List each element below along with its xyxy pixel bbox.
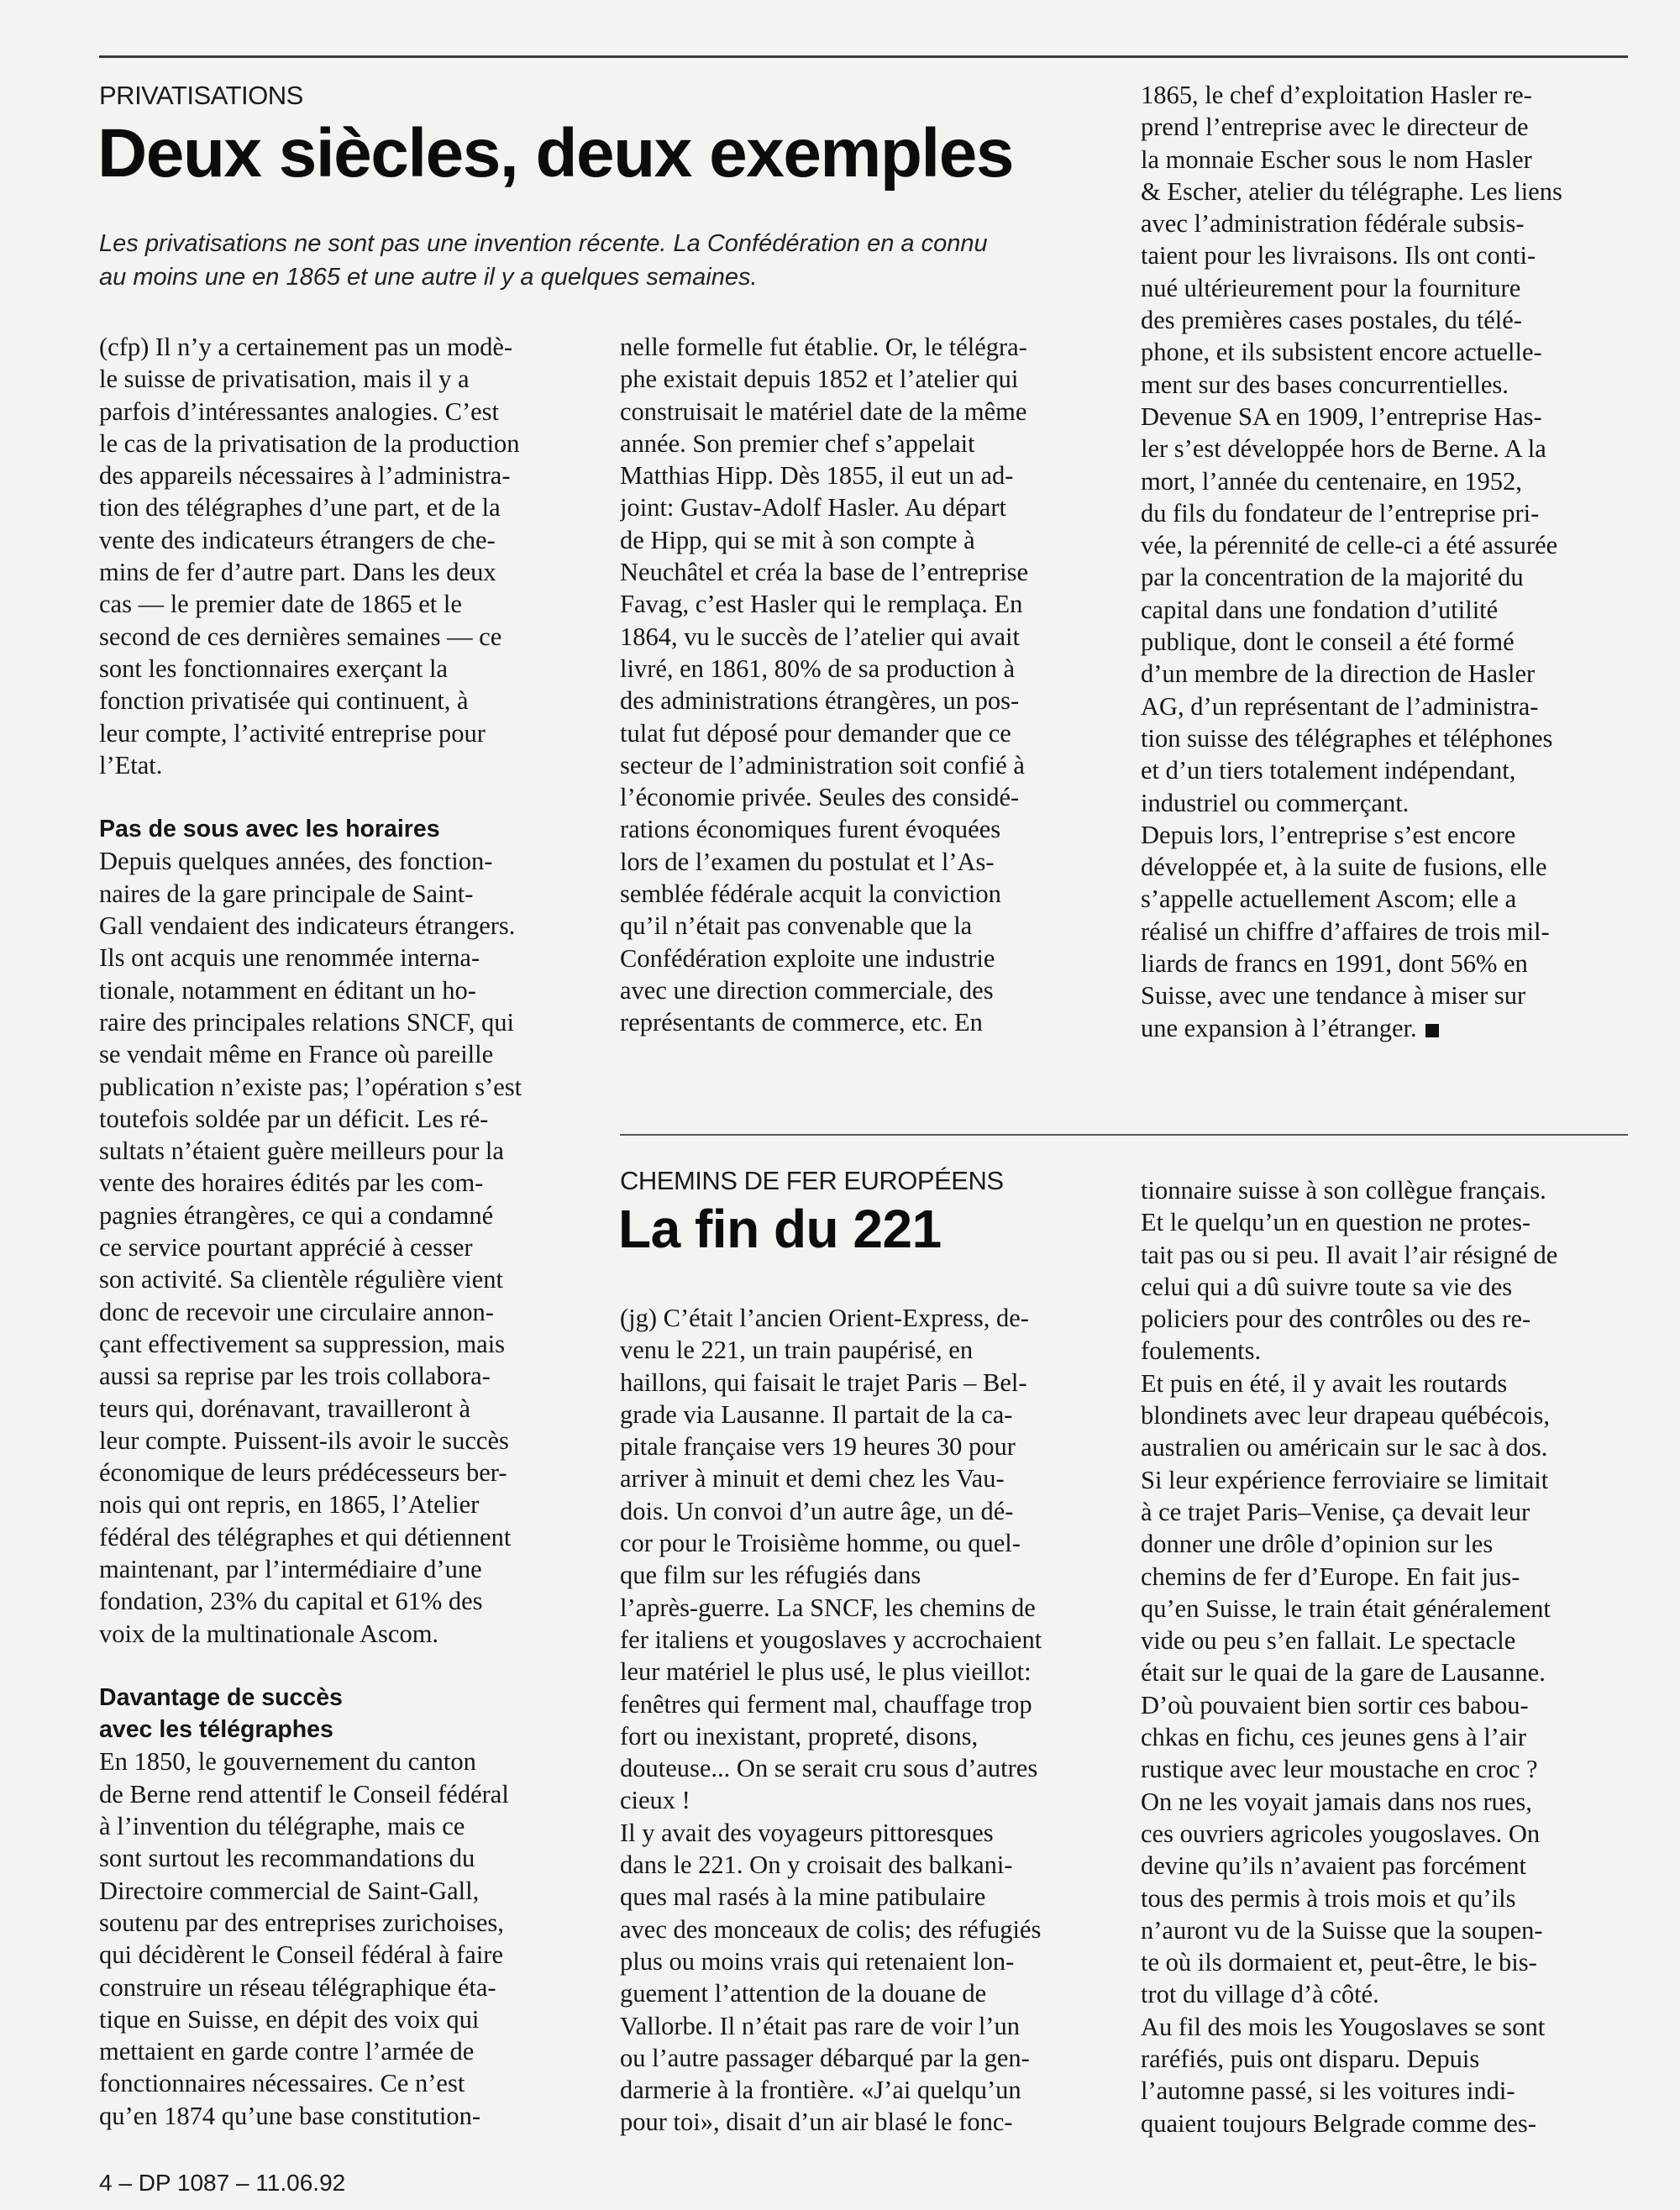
paragraph-gap bbox=[99, 1650, 586, 1682]
text-line: secteur de l’administration soit confié à bbox=[620, 750, 1025, 780]
text-line: par la concentration de la majorité du bbox=[1141, 563, 1524, 592]
text-line: nelle formelle fut établie. Or, le télégra- bbox=[620, 333, 1027, 361]
text-line: capital dans une fondation d’utilité bbox=[1141, 595, 1499, 624]
text-line: vée, la pérennité de celle-ci a été assurée bbox=[1141, 531, 1558, 560]
text-line: de Berne rend attentif le Conseil fédéral bbox=[99, 1779, 509, 1808]
text-line: développée et, à la suite de fusions, elle bbox=[1141, 853, 1547, 882]
text-line: que film sur les réfugiés dans bbox=[620, 1561, 921, 1590]
text-line: nois qui ont repris, en 1865, l’Atelier bbox=[99, 1490, 480, 1520]
article1-column-2 bbox=[620, 331, 1107, 1039]
text-line: ce service pourtant apprécié à cesser bbox=[99, 1233, 473, 1262]
text-line: l’après-guerre. La SNCF, les chemins de bbox=[620, 1593, 1036, 1622]
text-line: cas — le premier date de 1865 et le bbox=[99, 590, 462, 619]
text-line: ler s’est développée hors de Berne. A la bbox=[1141, 434, 1546, 464]
text-line: réalisé un chiffre d’affaires de trois mil- bbox=[1141, 916, 1550, 946]
text-line: phe existait depuis 1852 et l’atelier qui bbox=[620, 365, 1019, 394]
text-line: Gall vendaient des indicateurs étrangers. bbox=[99, 911, 516, 941]
text-line: blondinets avec leur drapeau québécois, bbox=[1141, 1401, 1550, 1430]
text-line: & Escher, atelier du télégraphe. Les liens bbox=[1141, 176, 1562, 206]
text-line: leur compte. Puissent-ils avoir le succès bbox=[99, 1425, 509, 1455]
text-line: la monnaie Escher sous le nom Hasler bbox=[1141, 144, 1532, 174]
text-line: maintenant, par l’intermédiaire d’une bbox=[99, 1554, 482, 1583]
end-mark-icon bbox=[1425, 1024, 1439, 1037]
text-line: grade via Lausanne. Il partait de la ca- bbox=[620, 1399, 1013, 1429]
text-line: des premières cases postales, du télé- bbox=[1141, 306, 1522, 335]
text-line: Neuchâtel et créa la base de l’entreprise bbox=[620, 558, 1029, 587]
text-line: à ce trajet Paris–Venise, ça devait leur bbox=[1141, 1497, 1530, 1526]
text-line: qu’en 1874 qu’une base constitution- bbox=[99, 2101, 481, 2130]
text-line: publication n’existe pas; l’opération s’est bbox=[99, 1072, 522, 1101]
article1-kicker: PRIVATISATIONS bbox=[99, 81, 303, 110]
text-line: leur matériel le plus usé, le plus vieillot: bbox=[620, 1657, 1032, 1687]
text-line: tous des permis à trois mois et qu’ils bbox=[1141, 1883, 1516, 1913]
article1-lead-line: au moins une en 1865 et une autre il y a quelques semaines. bbox=[99, 264, 758, 291]
text-line: qu’il n’était pas convenable que la bbox=[620, 911, 973, 941]
text-line: des administrations étrangères, un pos- bbox=[620, 686, 1020, 716]
text-line: avec des monceaux de colis; des réfugiés bbox=[620, 1914, 1042, 1944]
text-line: qui décidèrent le Conseil fédéral à faire bbox=[99, 1940, 503, 1970]
text-line: fondation, 23% du capital et 61% des bbox=[99, 1587, 483, 1616]
text-line: et d’un tiers totalement indépendant, bbox=[1141, 756, 1516, 785]
text-line: AG, d’un représentant de l’administra- bbox=[1141, 691, 1539, 721]
subheading: Davantage de succès bbox=[99, 1683, 343, 1711]
text-line: son activité. Sa clientèle régulière vient bbox=[99, 1265, 504, 1294]
paragraph-gap bbox=[99, 781, 586, 813]
text-line: cor pour le Troisième homme, ou quel- bbox=[620, 1529, 1021, 1558]
text-line: fort ou inexistant, propreté, disons, bbox=[620, 1721, 979, 1751]
text-line: lors de l’examen du postulat et l’As- bbox=[620, 847, 995, 876]
text-line: le cas de la privatisation de la production bbox=[99, 428, 520, 458]
text-line: était sur le quai de la gare de Lausanne. bbox=[1141, 1658, 1546, 1688]
text-line: toutefois soldée par un déficit. Les ré- bbox=[99, 1104, 489, 1133]
text-line: des appareils nécessaires à l’administra- bbox=[99, 461, 511, 491]
text-line: mort, l’année du centenaire, en 1952, bbox=[1141, 466, 1522, 496]
text-line: Au fil des mois les Yougoslaves se sont bbox=[1141, 2012, 1546, 2041]
text-line: soutenu par des entreprises zurichoises, bbox=[99, 1908, 504, 1937]
text-line: policiers pour des contrôles ou des re- bbox=[1141, 1304, 1531, 1334]
subheading: avec les télégraphes bbox=[99, 1716, 333, 1744]
text-line: dans le 221. On y croisait des balkani- bbox=[620, 1850, 1013, 1880]
text-line: industriel ou commerçant. bbox=[1141, 788, 1410, 817]
text-line: liards de francs en 1991, dont 56% en bbox=[1141, 949, 1528, 979]
text-line: publique, dont le conseil a été formé bbox=[1141, 627, 1515, 657]
text-line: foulements. bbox=[1141, 1336, 1262, 1366]
text-line: arriver à minuit et demi chez les Vau- bbox=[620, 1464, 1005, 1493]
text-line: En 1850, le gouvernement du canton bbox=[99, 1747, 476, 1777]
text-line: guement l’attention de la douane de bbox=[620, 1979, 987, 2008]
text-line: rustique avec leur moustache en croc ? bbox=[1141, 1755, 1538, 1784]
text-line: Devenue SA en 1909, l’entreprise Has- bbox=[1141, 402, 1542, 431]
text-line: darmerie à la frontière. «J’ai quelqu’un bbox=[620, 2076, 1021, 2105]
article1-column-1 bbox=[99, 331, 586, 2132]
text-line: tion suisse des télégraphes et téléphones bbox=[1141, 723, 1553, 753]
article1-column-3 bbox=[1141, 79, 1628, 1044]
text-line: qu’en Suisse, le train était généralement bbox=[1141, 1593, 1551, 1623]
subheading: Pas de sous avec les horaires bbox=[99, 816, 440, 843]
text-line: Depuis quelques années, des fonction- bbox=[99, 847, 493, 876]
text-line: parfois d’intéressantes analogies. C’est bbox=[99, 396, 499, 426]
text-line: avec l’administration fédérale subsis- bbox=[1141, 209, 1525, 239]
text-line: trot du village d’à côté. bbox=[1141, 1980, 1379, 2009]
text-line: pagnies étrangères, ce qui a condamné bbox=[99, 1200, 494, 1230]
text-line: tique en Suisse, en dépit des voix qui bbox=[99, 2004, 480, 2034]
text-line: joint: Gustav-Adolf Hasler. Au départ bbox=[620, 493, 1006, 522]
text-line: Matthias Hipp. Dès 1855, il eut un ad- bbox=[620, 461, 1014, 491]
text-line: fer italiens et yougoslaves y accrochaient bbox=[620, 1625, 1042, 1654]
text-line: Vallorbe. Il n’était pas rare de voir l’un bbox=[620, 2011, 1020, 2040]
text-line: tionale, notamment en éditant un ho- bbox=[99, 975, 476, 1005]
text-line: donc de recevoir une circulaire annon- bbox=[99, 1297, 494, 1326]
text-line: tionnaire suisse à son collègue français. bbox=[1141, 1176, 1546, 1205]
text-line: Depuis lors, l’entreprise s’est encore bbox=[1141, 820, 1516, 849]
text-line: fédéral des télégraphes et qui détiennent bbox=[99, 1522, 512, 1551]
text-line: çant effectivement sa suppression, mais bbox=[99, 1329, 506, 1358]
text-line: construisait le matériel date de la même bbox=[620, 396, 1027, 426]
text-line: avec une direction commerciale, des bbox=[620, 975, 994, 1005]
top-rule bbox=[99, 55, 1628, 58]
text-line: naires de la gare principale de Saint- bbox=[99, 879, 474, 908]
article1-title: Deux siècles, deux exemples bbox=[97, 115, 1013, 192]
text-line: pour toi», disait d’un air blasé le fonc- bbox=[620, 2108, 1013, 2137]
text-line: australien ou américain sur le sac à dos. bbox=[1141, 1433, 1548, 1462]
text-line: vide ou peu s’en fallait. Le spectacle bbox=[1141, 1626, 1516, 1656]
text-line: Et le quelqu’un en question ne protes- bbox=[1141, 1208, 1531, 1237]
text-line: taient pour les livraisons. Ils ont conti- bbox=[1141, 241, 1536, 270]
text-line: semblée fédérale acquit la conviction bbox=[620, 879, 1001, 909]
text-line: une expansion à l’étranger. bbox=[1141, 1012, 1628, 1044]
text-line: plus ou moins vrais qui retenaient lon- bbox=[620, 1946, 1015, 1976]
text-line: Et puis en été, il y avait les routards bbox=[1141, 1368, 1508, 1398]
text-line: teurs qui, dorénavant, travailleront à bbox=[99, 1394, 471, 1423]
text-line: dois. Un convoi d’un autre âge, un dé- bbox=[620, 1496, 1014, 1525]
text-line: cieux ! bbox=[620, 1786, 690, 1815]
text-line: venu le 221, un train paupérisé, en bbox=[620, 1336, 974, 1365]
text-line: Ils ont acquis une renommée interna- bbox=[99, 943, 480, 973]
text-line: s’appelle actuellement Ascom; elle a bbox=[1141, 885, 1517, 914]
text-line: raire des principales relations SNCF, qui bbox=[99, 1007, 514, 1037]
text-line: Si leur expérience ferroviaire se limitait bbox=[1141, 1465, 1549, 1494]
text-line: ou l’autre passager débarqué par la gen- bbox=[620, 2043, 1030, 2072]
text-line: devine qu’ils n’avaient pas forcément bbox=[1141, 1851, 1527, 1881]
article1-lead-line: Les privatisations ne sont pas une invention récente. La Confédération en a connu bbox=[99, 230, 988, 257]
text-line: douteuse... On se serait cru sous d’autres bbox=[620, 1754, 1038, 1783]
text-line: l’Etat. bbox=[99, 750, 163, 780]
text-line: Favag, c’est Hasler qui le remplaça. En bbox=[620, 590, 1023, 619]
text-line: donner une drôle d’opinion sur les bbox=[1141, 1530, 1494, 1559]
text-line: Suisse, avec une tendance à miser sur bbox=[1141, 981, 1526, 1011]
text-line: chemins de fer d’Europe. En fait jus- bbox=[1141, 1562, 1520, 1591]
text-line: nué ultérieurement pour la fourniture bbox=[1141, 273, 1521, 302]
text-line: aussi sa reprise par les trois collabora- bbox=[99, 1362, 491, 1391]
text-line: mettaient en garde contre l’armée de bbox=[99, 2037, 475, 2066]
text-line: sont surtout les recommandations du bbox=[99, 1844, 475, 1873]
text-line: l’économie privée. Seules des considé- bbox=[620, 783, 1020, 812]
text-line: quaient toujours Belgrade comme des- bbox=[1141, 2108, 1536, 2138]
text-line: du fils du fondateur de l’entreprise pri- bbox=[1141, 498, 1540, 528]
text-line: ment sur des bases concurrentielles. bbox=[1141, 370, 1509, 399]
text-line: tulat fut déposé pour demander que ce bbox=[620, 718, 1011, 748]
text-line: ques mal rasés à la mine patibulaire bbox=[620, 1882, 986, 1912]
text-line: Directoire commercial de Saint-Gall, bbox=[99, 1876, 480, 1905]
text-line: se vendait même en France où pareille bbox=[99, 1040, 494, 1069]
text-line: sultats n’étaient guère meilleurs pour la bbox=[99, 1136, 504, 1166]
text-line: économique de leurs prédécesseurs ber- bbox=[99, 1458, 507, 1488]
text-line: vente des horaires édités par les com- bbox=[99, 1168, 484, 1198]
text-line: rations économiques furent évoquées bbox=[620, 815, 1001, 844]
text-line: Il y avait des voyageurs pittoresques bbox=[620, 1818, 994, 1847]
text-line: année. Son premier chef s’appelait bbox=[620, 428, 975, 458]
text-line: second de ces dernières semaines — ce bbox=[99, 622, 502, 651]
text-line: Confédération exploite une industrie bbox=[620, 943, 995, 973]
text-line: représentants de commerce, etc. En bbox=[620, 1008, 983, 1037]
text-line: fonction privatisée qui continuent, à bbox=[99, 686, 469, 716]
text-line: (cfp) Il n’y a certainement pas un modè- bbox=[99, 333, 513, 361]
text-line: vente des indicateurs étrangers de che- bbox=[99, 525, 496, 554]
text-line: l’automne passé, si les voitures indi- bbox=[1141, 2076, 1515, 2106]
text-line: livré, en 1861, 80% de sa production à bbox=[620, 654, 1016, 683]
text-line: le suisse de privatisation, mais il y a bbox=[99, 365, 470, 394]
text-line: (jg) C’était l’ancien Orient-Express, de- bbox=[620, 1304, 1029, 1332]
text-line: fenêtres qui ferment mal, chauffage trop bbox=[620, 1689, 1032, 1719]
page-footer: 4 – DP 1087 – 11.06.92 bbox=[99, 2170, 346, 2196]
text-line: te où ils dormaient et, peut-être, le bis- bbox=[1141, 1948, 1537, 1977]
text-line: mins de fer d’autre part. Dans les deux bbox=[99, 558, 496, 587]
text-line: haillons, qui faisait le trajet Paris – Bel- bbox=[620, 1367, 1027, 1397]
text-line: pitale française vers 19 heures 30 pour bbox=[620, 1432, 1016, 1462]
text-line: tait pas ou si peu. Il avait l’air résigné de bbox=[1141, 1240, 1558, 1269]
text-line: d’un membre de la direction de Hasler bbox=[1141, 659, 1536, 689]
text-line: voix de la multinationale Ascom. bbox=[99, 1619, 439, 1648]
text-line: fonctionnaires nécessaires. Ce n’est bbox=[99, 2069, 465, 2098]
text-line: sont les fonctionnaires exerçant la bbox=[99, 654, 448, 683]
text-line: n’auront vu de la Suisse que la soupen- bbox=[1141, 1915, 1543, 1945]
article2-rule bbox=[620, 1134, 1628, 1136]
text-line: prend l’entreprise avec le directeur de bbox=[1141, 113, 1529, 142]
text-line: raréfiés, puis ont disparu. Depuis bbox=[1141, 2045, 1480, 2074]
text-line: D’où pouvaient bien sortir ces babou- bbox=[1141, 1690, 1529, 1719]
text-line: construire un réseau télégraphique éta- bbox=[99, 1972, 496, 2002]
text-line: à l’invention du télégraphe, mais ce bbox=[99, 1812, 465, 1841]
text-line: celui qui a dû suivre toute sa vie des bbox=[1141, 1272, 1513, 1301]
text-line: 1865, le chef d’exploitation Hasler re- bbox=[1141, 81, 1532, 109]
article2-kicker: CHEMINS DE FER EUROPÉENS bbox=[620, 1166, 1004, 1195]
text-line: de Hipp, qui se mit à son compte à bbox=[620, 525, 975, 554]
text-line: leur compte, l’activité entreprise pour bbox=[99, 718, 486, 748]
article2-column-2 bbox=[620, 1302, 1107, 2139]
article2-title: La fin du 221 bbox=[618, 1199, 942, 1259]
text-line: chkas en fichu, ces jeunes gens à l’air bbox=[1141, 1723, 1527, 1752]
text-line: tion des télégraphes d’une part, et de la bbox=[99, 493, 501, 522]
text-line: phone, et ils subsistent encore actuelle- bbox=[1141, 338, 1542, 367]
article1-lead bbox=[99, 227, 988, 294]
text-line: On ne les voyait jamais dans nos rues, bbox=[1141, 1787, 1532, 1816]
article2-column-3 bbox=[1141, 1174, 1628, 2139]
text-line: 1864, vu le succès de l’atelier qui avait bbox=[620, 622, 1020, 651]
text-line: ces ouvriers agricoles yougoslaves. On bbox=[1141, 1819, 1541, 1848]
